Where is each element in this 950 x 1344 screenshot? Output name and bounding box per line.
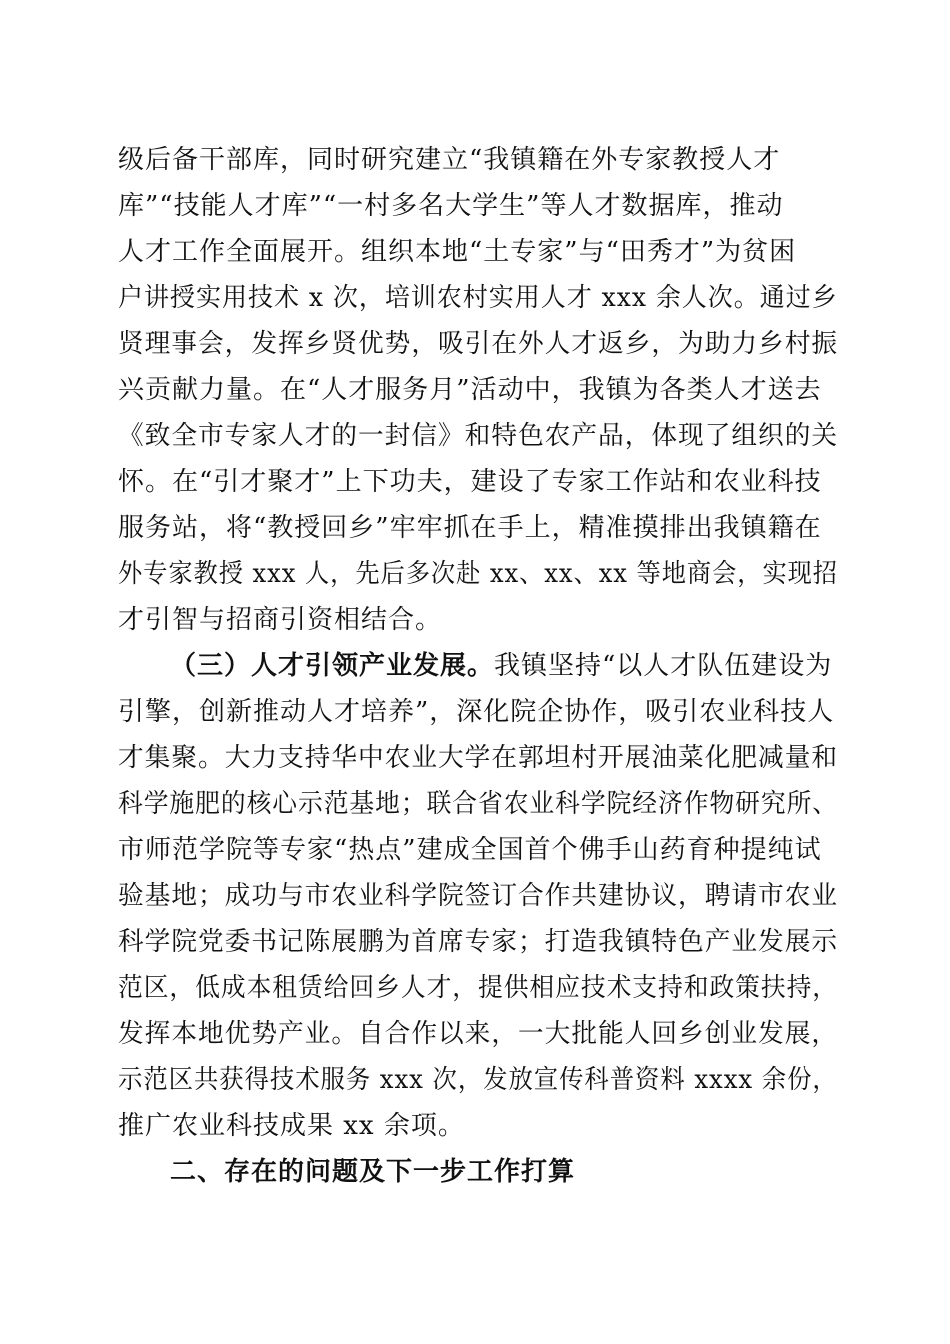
paragraph2-line-8: 范区，低成本租赁给回乡人才，提供相应技术支持和政策扶持， xyxy=(118,973,839,1003)
paragraph1-line-7: 《致全市专家人才的一封信》和特色农产品，体现了组织的关 xyxy=(118,421,839,451)
paragraph1-line-11: 才引智与招商引资相结合。 xyxy=(118,605,443,635)
paragraph2-line-2: 引擎，创新推动人才培养”，深化院企协作，吸引农业科技人 xyxy=(118,697,835,727)
paragraph1-line-8: 怀。在“引才聚才”上下功夫，建设了专家工作站和农业科技 xyxy=(118,467,822,497)
paragraph1-line-6: 兴贡献力量。在“人才服务月”活动中，我镇为各类人才送去 xyxy=(118,375,822,405)
paragraph2-lead-text: 我镇坚持“以人才队伍建设为 xyxy=(494,651,833,681)
paragraph1-line-1: 级后备干部库，同时研究建立“我镇籍在外专家教授人才 xyxy=(118,145,781,175)
paragraph2-line-7: 科学院党委书记陈展鹏为首席专家；打造我镇特色产业发展示 xyxy=(118,927,839,957)
paragraph2-line-3: 才集聚。大力支持华中农业大学在郭坦村开展油菜化肥减量和 xyxy=(118,743,839,773)
paragraph1-line-2: 库”“技能人才库”“一村多名大学生”等人才数据库，推动 xyxy=(118,191,784,221)
paragraph2-line-10: 示范区共获得技术服务 xxx 次，发放宣传科普资料 xxxx 余份， xyxy=(118,1065,838,1095)
paragraph2-line-11: 推广农业科技成果 xx 余项。 xyxy=(118,1111,465,1141)
paragraph2-line-5: 市师范学院等专家“热点”建成全国首个佛手山药育种提纯试 xyxy=(118,835,822,865)
paragraph2-line-9: 发挥本地优势产业。自合作以来，一大批能人回乡创业发展， xyxy=(118,1019,839,1049)
paragraph2-line-6: 验基地；成功与市农业科学院签订合作共建协议，聘请市农业 xyxy=(118,881,839,911)
paragraph1-line-4: 户讲授实用技术 x 次，培训农村实用人才 xxx 余人次。通过乡 xyxy=(118,283,838,313)
paragraph1-line-3: 人才工作全面展开。组织本地“土专家”与“田秀才”为贫困 xyxy=(118,237,797,267)
paragraph1-line-10: 外专家教授 xxx 人，先后多次赴 xx、xx、xx 等地商会，实现招 xyxy=(118,559,838,589)
paragraph2-line-1 xyxy=(170,649,838,683)
paragraph2-lead-heading: （三）人才引领产业发展。 xyxy=(170,651,495,681)
paragraph1-line-9: 服务站，将“教授回乡”牢牢抓在手上，精准摸排出我镇籍在 xyxy=(118,513,822,543)
paragraph2-line-4: 科学施肥的核心示范基地；联合省农业科学院经济作物研究所、 xyxy=(118,789,839,819)
paragraph1-line-5: 贤理事会，发挥乡贤优势，吸引在外人才返乡，为助力乡村振 xyxy=(118,329,839,359)
section-heading: 二、存在的问题及下一步工作打算 xyxy=(170,1157,576,1187)
